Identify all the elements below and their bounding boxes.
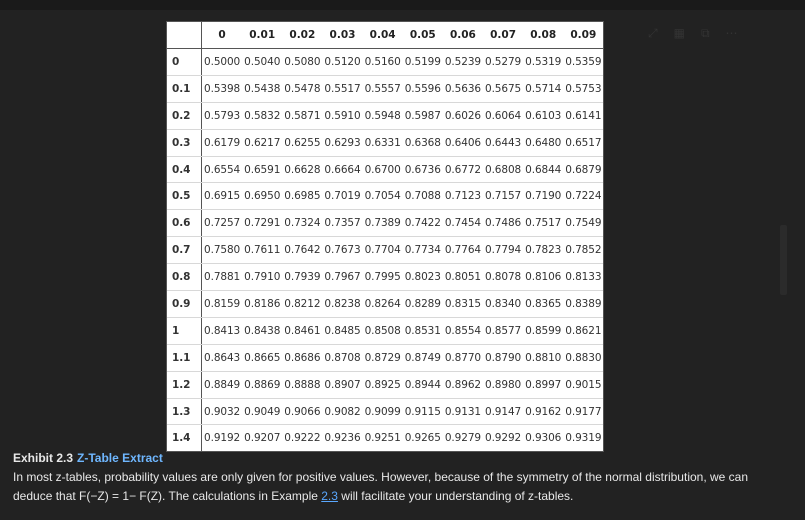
probability-cell: 0.6293 (322, 129, 362, 156)
probability-cell: 0.9049 (242, 398, 282, 425)
probability-cell: 0.5517 (322, 75, 362, 102)
probability-cell: 0.5832 (242, 102, 282, 129)
probability-cell: 0.9162 (523, 398, 563, 425)
header-corner (167, 22, 202, 49)
probability-cell: 0.8133 (563, 264, 603, 291)
probability-cell: 0.8554 (443, 317, 483, 344)
probability-cell: 0.7257 (202, 210, 243, 237)
probability-cell: 0.8413 (202, 317, 243, 344)
probability-cell: 0.9236 (324, 432, 361, 445)
table-row (167, 156, 603, 183)
probability-cell: 0.5675 (483, 75, 523, 102)
probability-cell: 0.5910 (322, 102, 362, 129)
probability-cell: 0.8264 (363, 291, 403, 318)
probability-cell: 0.6368 (403, 129, 443, 156)
probability-cell: 0.8078 (483, 264, 523, 291)
probability-cell: 0.6443 (483, 129, 523, 156)
z-value-cell: 1 (167, 317, 202, 344)
probability-cell: 0.9279 (444, 432, 481, 445)
probability-cell: 0.7967 (322, 264, 362, 291)
probability-cell: 0.7764 (443, 237, 483, 264)
table-row (167, 129, 603, 156)
probability-cell: 0.7324 (282, 210, 322, 237)
column-header: 0.02 (282, 22, 322, 49)
probability-cell: 0.8888 (282, 371, 322, 398)
probability-cell: 0.9015 (563, 371, 603, 398)
probability-cell: 0.7088 (403, 183, 443, 210)
probability-cell: 0.8962 (443, 371, 483, 398)
probability-cell: 0.9292 (484, 432, 522, 445)
probability-cell: 0.9147 (483, 398, 523, 425)
probability-cell: 0.6628 (282, 156, 322, 183)
probability-cell: 0.5199 (403, 49, 443, 76)
probability-cell: 0.7454 (443, 210, 483, 237)
probability-cell: 0.5000 (202, 49, 243, 76)
exhibit-caption (13, 449, 793, 506)
probability-cell: 0.7549 (563, 210, 603, 237)
probability-cell: 0.7580 (202, 237, 243, 264)
table-row (167, 425, 603, 451)
probability-cell: 0.9131 (443, 398, 483, 425)
column-header: 0.04 (363, 22, 403, 49)
probability-cell: 0.9222 (284, 432, 321, 445)
probability-cell: 0.8907 (322, 371, 362, 398)
probability-cell: 0.8621 (563, 317, 603, 344)
probability-cell: 0.7357 (322, 210, 362, 237)
probability-cell: 0.6517 (563, 129, 603, 156)
probability-cell: 0.8869 (242, 371, 282, 398)
probability-cell: 0.9207 (244, 432, 281, 445)
probability-cell: 0.7422 (403, 210, 443, 237)
probability-cell: 0.8485 (322, 317, 362, 344)
probability-cell: 0.8997 (523, 371, 563, 398)
grid-icon[interactable]: ▦ (673, 26, 685, 40)
probability-cell: 0.6591 (242, 156, 282, 183)
probability-cell: 0.8289 (403, 291, 443, 318)
column-header: 0.07 (483, 22, 523, 49)
probability-cell: 0.9066 (282, 398, 322, 425)
table-header-row (167, 22, 603, 49)
z-value-cell: 0.6 (167, 210, 202, 237)
z-value-cell: 0.3 (167, 129, 202, 156)
probability-cell: 0.6985 (282, 183, 322, 210)
probability-cell: 0.8365 (523, 291, 563, 318)
probability-cell: 0.8461 (282, 317, 322, 344)
probability-cell: 0.8925 (363, 371, 403, 398)
probability-cell: 0.9319 (565, 432, 602, 445)
column-header: 0.03 (322, 22, 362, 49)
table-row (167, 317, 603, 344)
probability-cell: 0.6406 (443, 129, 483, 156)
caption-text-line2-before: deduce that F(−Z) = 1− F(Z). The calculations in Example (13, 489, 322, 503)
probability-cell: 0.6844 (523, 156, 563, 183)
exhibit-title: Z-Table Extract (77, 451, 163, 465)
more-icon[interactable]: ⋯ (725, 26, 738, 40)
z-value-cell: 0.2 (167, 102, 202, 129)
table-row (167, 371, 603, 398)
probability-cell: 0.6915 (202, 183, 243, 210)
top-strip (0, 0, 805, 10)
probability-cell: 0.6772 (443, 156, 483, 183)
probability-cell: 0.5120 (322, 49, 362, 76)
probability-cell: 0.5987 (403, 102, 443, 129)
probability-cell: 0.9115 (403, 398, 443, 425)
probability-cell: 0.8643 (202, 344, 243, 371)
probability-cell: 0.8315 (443, 291, 483, 318)
probability-cell: 0.8770 (443, 344, 483, 371)
probability-cell: 0.6255 (282, 129, 322, 156)
probability-cell: 0.8051 (443, 264, 483, 291)
probability-cell: 0.6026 (443, 102, 483, 129)
probability-cell: 0.8531 (403, 317, 443, 344)
probability-cell: 0.8340 (483, 291, 523, 318)
probability-cell: 0.8665 (242, 344, 282, 371)
table-row (167, 49, 603, 76)
table-row (167, 398, 603, 425)
expand-icon[interactable]: ⤢ (648, 26, 658, 40)
probability-cell: 0.9099 (363, 398, 403, 425)
probability-cell: 0.6217 (242, 129, 282, 156)
table-row (167, 264, 603, 291)
probability-cell: 0.8508 (363, 317, 403, 344)
z-value-cell: 0.9 (167, 291, 202, 318)
probability-cell: 0.7019 (322, 183, 362, 210)
probability-cell: 0.6103 (523, 102, 563, 129)
probability-cell: 0.8159 (202, 291, 243, 318)
probability-cell: 0.9192 (204, 432, 241, 445)
probability-cell: 0.8238 (322, 291, 362, 318)
probability-cell: 0.5319 (523, 49, 563, 76)
probability-cell: 0.5398 (202, 75, 243, 102)
table-row (167, 210, 603, 237)
example-link[interactable]: 2.3 (321, 489, 338, 503)
z-value-cell: 0.1 (167, 75, 202, 102)
z-value-cell: 0.4 (167, 156, 202, 183)
table-row (167, 183, 603, 210)
probability-cell: 0.6331 (363, 129, 403, 156)
probability-cell: 0.5948 (363, 102, 403, 129)
probability-cell: 0.7704 (363, 237, 403, 264)
caption-heading (13, 449, 793, 468)
probability-cell: 0.7157 (483, 183, 523, 210)
probability-cell: 0.8686 (282, 344, 322, 371)
probability-cell: 0.6554 (202, 156, 243, 183)
probability-cell: 0.5557 (363, 75, 403, 102)
probability-cell: 0.5279 (483, 49, 523, 76)
z-table (167, 22, 603, 451)
probability-cell: 0.7054 (363, 183, 403, 210)
probability-cell: 0.5714 (523, 75, 563, 102)
probability-cell: 0.5040 (242, 49, 282, 76)
probability-cell: 0.9082 (322, 398, 362, 425)
probability-cell: 0.7224 (563, 183, 603, 210)
z-value-cell: 0.7 (167, 237, 202, 264)
column-header: 0.05 (403, 22, 443, 49)
probability-cell: 0.9177 (563, 398, 603, 425)
probability-cell: 0.8749 (403, 344, 443, 371)
probability-cell: 0.5160 (363, 49, 403, 76)
probability-cell: 0.7852 (563, 237, 603, 264)
probability-cell: 0.5793 (202, 102, 243, 129)
column-header: 0.06 (443, 22, 483, 49)
probability-cell: 0.9306 (525, 432, 562, 445)
copy-icon[interactable]: ⧉ (700, 26, 710, 40)
probability-cell: 0.7995 (363, 264, 403, 291)
probability-cell: 0.8023 (403, 264, 443, 291)
probability-cell: 0.9265 (404, 432, 441, 445)
table-body (167, 49, 603, 452)
probability-cell: 0.5478 (282, 75, 322, 102)
probability-cell: 0.8790 (483, 344, 523, 371)
column-header: 0.09 (563, 22, 603, 49)
probability-cell: 0.6179 (202, 129, 243, 156)
probability-cell: 0.7939 (282, 264, 322, 291)
probability-cell: 0.7123 (443, 183, 483, 210)
probability-cell: 0.8708 (322, 344, 362, 371)
caption-text-line2-after: will facilitate your understanding of z-tables. (337, 489, 574, 503)
probability-cell: 0.6700 (363, 156, 403, 183)
probability-cell: 0.7291 (242, 210, 282, 237)
probability-cell: 0.5239 (443, 49, 483, 76)
caption-text-line1: In most z-tables, probability values are only given for positive values. However, because of the symmetry of the normal distribution, we can (13, 470, 749, 484)
exhibit-label: Exhibit 2.3 (13, 451, 74, 465)
table-row (167, 102, 603, 129)
z-value-cell: 1.1 (167, 344, 202, 371)
probability-cell: 0.7881 (202, 264, 243, 291)
probability-cell: 0.8212 (282, 291, 322, 318)
probability-cell: 0.5871 (282, 102, 322, 129)
image-toolbar (648, 26, 738, 41)
z-value-cell: 0.8 (167, 264, 202, 291)
probability-cell: 0.6480 (523, 129, 563, 156)
probability-cell: 0.7910 (242, 264, 282, 291)
probability-cell: 0.7734 (403, 237, 443, 264)
table-row (167, 291, 603, 318)
table-row (167, 75, 603, 102)
probability-cell: 0.6064 (483, 102, 523, 129)
scrollbar-thumb[interactable] (780, 225, 787, 295)
column-header: 0 (202, 22, 243, 49)
probability-cell: 0.8830 (563, 344, 603, 371)
probability-cell: 0.8729 (363, 344, 403, 371)
probability-cell: 0.7673 (322, 237, 362, 264)
probability-cell: 0.8438 (242, 317, 282, 344)
caption-text (13, 468, 793, 506)
probability-cell: 0.6808 (483, 156, 523, 183)
probability-cell: 0.9032 (202, 398, 243, 425)
probability-cell: 0.7486 (483, 210, 523, 237)
column-header: 0.08 (523, 22, 563, 49)
z-value-cell: 0.5 (167, 183, 202, 210)
probability-cell: 0.8106 (523, 264, 563, 291)
column-header: 0.01 (242, 22, 282, 49)
probability-cell: 0.6141 (563, 102, 603, 129)
z-table-image (166, 21, 604, 452)
table-row (167, 237, 603, 264)
probability-cell: 0.5080 (282, 49, 322, 76)
probability-cell: 0.8389 (563, 291, 603, 318)
probability-cell: 0.7823 (523, 237, 563, 264)
probability-cell: 0.8577 (483, 317, 523, 344)
probability-cell: 0.6664 (322, 156, 362, 183)
probability-cell: 0.6879 (563, 156, 603, 183)
probability-cell: 0.5438 (242, 75, 282, 102)
probability-cell: 0.7611 (242, 237, 282, 264)
probability-cell: 0.8810 (523, 344, 563, 371)
probability-cell: 0.5596 (403, 75, 443, 102)
probability-cell: 0.5636 (443, 75, 483, 102)
probability-cell: 0.8599 (523, 317, 563, 344)
probability-cell: 0.5753 (563, 75, 603, 102)
probability-cell: 0.6950 (242, 183, 282, 210)
probability-cell: 0.8944 (403, 371, 443, 398)
probability-cell: 0.7389 (363, 210, 403, 237)
probability-cell: 0.9251 (364, 432, 401, 445)
probability-cell: 0.7794 (483, 237, 523, 264)
z-value-cell: 1.3 (167, 398, 202, 425)
z-value-cell: 1.4 (167, 425, 202, 451)
z-value-cell: 0 (167, 49, 202, 76)
probability-cell: 0.8980 (483, 371, 523, 398)
probability-cell: 0.8186 (242, 291, 282, 318)
probability-cell: 0.8849 (202, 371, 243, 398)
probability-cell: 0.7642 (282, 237, 322, 264)
probability-cell: 0.7517 (523, 210, 563, 237)
probability-cell: 0.5359 (563, 49, 603, 76)
probability-cell: 0.6736 (403, 156, 443, 183)
z-value-cell: 1.2 (167, 371, 202, 398)
probability-cell: 0.7190 (523, 183, 563, 210)
table-row (167, 344, 603, 371)
